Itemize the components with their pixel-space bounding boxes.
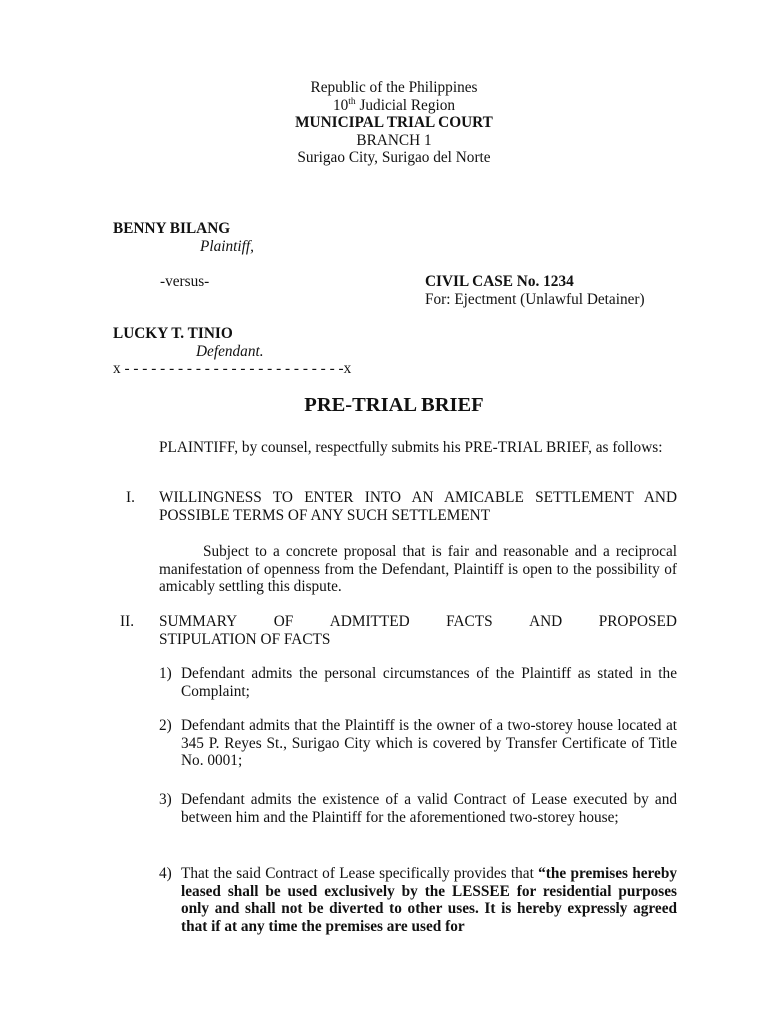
plaintiff-role: Plaintiff,: [200, 238, 254, 255]
versus-label: -versus-: [160, 273, 210, 290]
fact-4-number: 4): [159, 865, 172, 882]
fact-3-text: Defendant admits the existence of a valid Contract of Lease executed by and between him and the Plaintiff for the aforementioned two-storey house;: [181, 791, 677, 826]
caption-separator: x - - - - - - - - - - - - - - - - - - - - - - - - -x: [113, 360, 352, 377]
document-title: PRE-TRIAL BRIEF: [304, 394, 484, 416]
section-2-heading: [159, 613, 677, 648]
branch-line: BRANCH 1: [356, 131, 432, 149]
case-number: CIVIL CASE No. 1234: [425, 273, 574, 290]
fact-1-number: 1): [159, 665, 172, 682]
section-1-numeral: I.: [126, 489, 135, 506]
case-nature: For: Ejectment (Unlawful Detainer): [425, 291, 645, 308]
fact-3-number: 3): [159, 791, 172, 808]
fact-2-text: Defendant admits that the Plaintiff is the owner of a two-storey house located at 345 P. Reyes St., Surigao City which is covered by Transfer Certificate of Title No. 0001;: [181, 717, 677, 769]
section-2-heading-line2: STIPULATION OF FACTS: [159, 630, 331, 648]
defendant-role: Defendant.: [196, 343, 264, 360]
court-name: MUNICIPAL TRIAL COURT: [295, 114, 493, 131]
judicial-region-line: 10th Judicial Region: [332, 96, 456, 114]
section-1-body: Subject to a concrete proposal that is fair and reasonable and a reciprocal manifestation of openness from the Defendant, Plaintiff is open to the possibility of amicably settling this dispute.: [159, 543, 677, 595]
republic-line: Republic of the Philippines: [310, 79, 478, 96]
intro-paragraph: PLAINTIFF, by counsel, respectfully submits his PRE-TRIAL BRIEF, as follows:: [159, 439, 663, 456]
section-2-numeral: II.: [120, 613, 135, 630]
fact-4-text-plain: That the said Contract of Lease specifically provides that: [181, 865, 539, 882]
fact-2-number: 2): [159, 717, 172, 734]
location-line: Surigao City, Surigao del Norte: [297, 149, 491, 166]
section-2-heading-line1: SUMMARY OF ADMITTED FACTS AND PROPOSED: [159, 613, 677, 630]
plaintiff-name: BENNY BILANG: [113, 220, 231, 237]
court-header: [0, 79, 768, 167]
section-1-heading: WILLINGNESS TO ENTER INTO AN AMICABLE SETTLEMENT AND POSSIBLE TERMS OF ANY SUCH SETTLEMENT: [159, 489, 677, 524]
fact-4-text: [181, 865, 677, 935]
fact-4-text-quoted: “the premises hereby leased shall be used exclusively by the LESSEE for residential purposes only and shall not be diverted to other uses. It is hereby expressly agreed that if at any time the premises are used for: [181, 865, 677, 935]
defendant-name: LUCKY T. TINIO: [113, 325, 233, 342]
fact-1-text: Defendant admits the personal circumstances of the Plaintiff as stated in the Complaint;: [181, 665, 677, 700]
